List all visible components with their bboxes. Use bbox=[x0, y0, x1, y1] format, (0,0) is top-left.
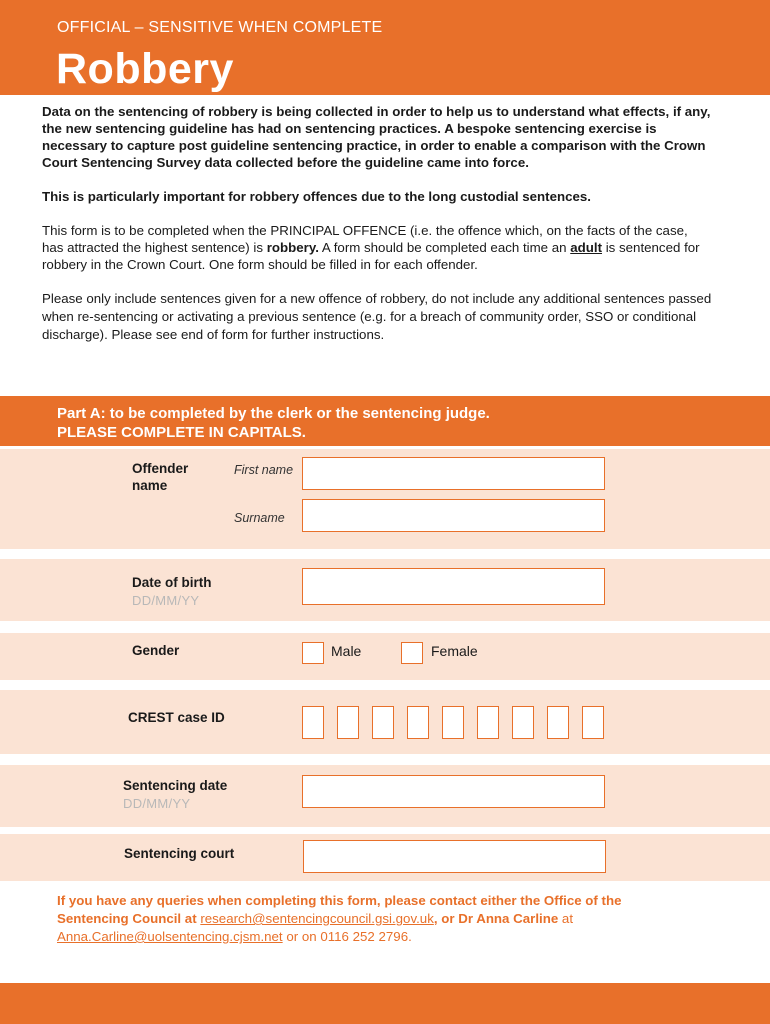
contact-text-a: If you have any queries when completing this form, please contact either the Office of the Sentencing Council at bbox=[57, 893, 622, 926]
contact-text-d: or on 0116 252 2796. bbox=[282, 929, 412, 944]
contact-text-c: at bbox=[558, 911, 574, 926]
dob-label: Date of birth bbox=[132, 575, 212, 590]
intro-p3-robbery: robbery. bbox=[266, 240, 319, 255]
offender-label: Offender bbox=[132, 461, 189, 476]
crest-digit-box[interactable] bbox=[442, 706, 464, 739]
classification-label: OFFICIAL – SENSITIVE WHEN COMPLETE bbox=[57, 19, 383, 36]
crest-digit-box[interactable] bbox=[477, 706, 499, 739]
gender-label: Gender bbox=[132, 643, 180, 658]
part-a-title: Part A: to be completed by the clerk or the sentencing judge. bbox=[57, 405, 490, 422]
page-title: Robbery bbox=[56, 45, 234, 93]
intro-p3-part-b: A form should be completed each time an bbox=[318, 240, 571, 255]
crest-digit-box[interactable] bbox=[337, 706, 359, 739]
contact-text-b: , or bbox=[433, 911, 459, 926]
surname-label: Surname bbox=[234, 511, 285, 525]
crest-label: CREST case ID bbox=[128, 710, 225, 725]
offender-label-2: name bbox=[132, 478, 168, 493]
crest-digit-box[interactable] bbox=[372, 706, 394, 739]
crest-digit-box[interactable] bbox=[407, 706, 429, 739]
sentencing-date-hint: DD/MM/YY bbox=[123, 796, 191, 811]
header-band bbox=[0, 0, 770, 95]
sentencing-court-input[interactable] bbox=[303, 840, 606, 873]
surname-input[interactable] bbox=[302, 499, 605, 532]
crest-digit-box[interactable] bbox=[547, 706, 569, 739]
crest-digit-box[interactable] bbox=[512, 706, 534, 739]
contact-name: Dr Anna Carline bbox=[458, 911, 559, 926]
male-checkbox[interactable] bbox=[302, 642, 324, 664]
research-email-link[interactable]: research@sentencingcouncil.gsi.gov.uk bbox=[200, 911, 434, 926]
intro-p3-part-a: This form is to be completed when the PRINCIPAL OFFENCE (i.e. the offence which, on the facts of the case, has attracted the highest sentence) is bbox=[42, 223, 688, 255]
part-a-instruction: PLEASE COMPLETE IN CAPITALS. bbox=[57, 424, 306, 441]
dob-hint: DD/MM/YY bbox=[132, 593, 200, 608]
intro-p3-part-c: is sentenced for robbery in the Crown Court. One form should be filled in for each offender. bbox=[42, 240, 700, 272]
intro-paragraph-1: Data on the sentencing of robbery is being collected in order to help us to understand what effects, if any, the new sentencing guideline has had on sentencing practices. A bespoke sentencing exercise is necessary to capture post guideline sentencing practice, in order to enable a comparison with the Crown Court Sentencing Survey data collected before the guideline came into force. bbox=[42, 104, 711, 170]
female-label: Female bbox=[431, 643, 478, 659]
gender-section bbox=[0, 633, 770, 680]
intro-paragraph-3 bbox=[42, 222, 712, 273]
contact-info bbox=[57, 892, 657, 946]
intro-text bbox=[42, 103, 712, 344]
crest-digit-box[interactable] bbox=[582, 706, 604, 739]
crest-digit-box[interactable] bbox=[302, 706, 324, 739]
anna-email-link[interactable]: Anna.Carline@uolsentencing.cjsm.net bbox=[57, 929, 283, 944]
sentencing-court-label: Sentencing court bbox=[124, 846, 235, 861]
sentencing-date-label: Sentencing date bbox=[123, 778, 228, 793]
intro-p3-adult: adult bbox=[570, 240, 603, 255]
intro-paragraph-2: This is particularly important for robbery offences due to the long custodial sentences. bbox=[42, 189, 591, 204]
sentencing-date-input[interactable] bbox=[302, 775, 605, 808]
intro-paragraph-4: Please only include sentences given for a new offence of robbery, do not include any additional sentences passed when re-sentencing or activating a previous sentence (e.g. for a breach of community order, SSO or conditional discharge). Please see end of form for further instructions. bbox=[42, 291, 712, 342]
first-name-input[interactable] bbox=[302, 457, 605, 490]
female-checkbox[interactable] bbox=[401, 642, 423, 664]
dob-input[interactable] bbox=[302, 568, 605, 605]
first-name-label: First name bbox=[234, 463, 294, 477]
part-a-header bbox=[0, 396, 770, 446]
male-label: Male bbox=[331, 643, 362, 659]
footer-band bbox=[0, 983, 770, 1024]
